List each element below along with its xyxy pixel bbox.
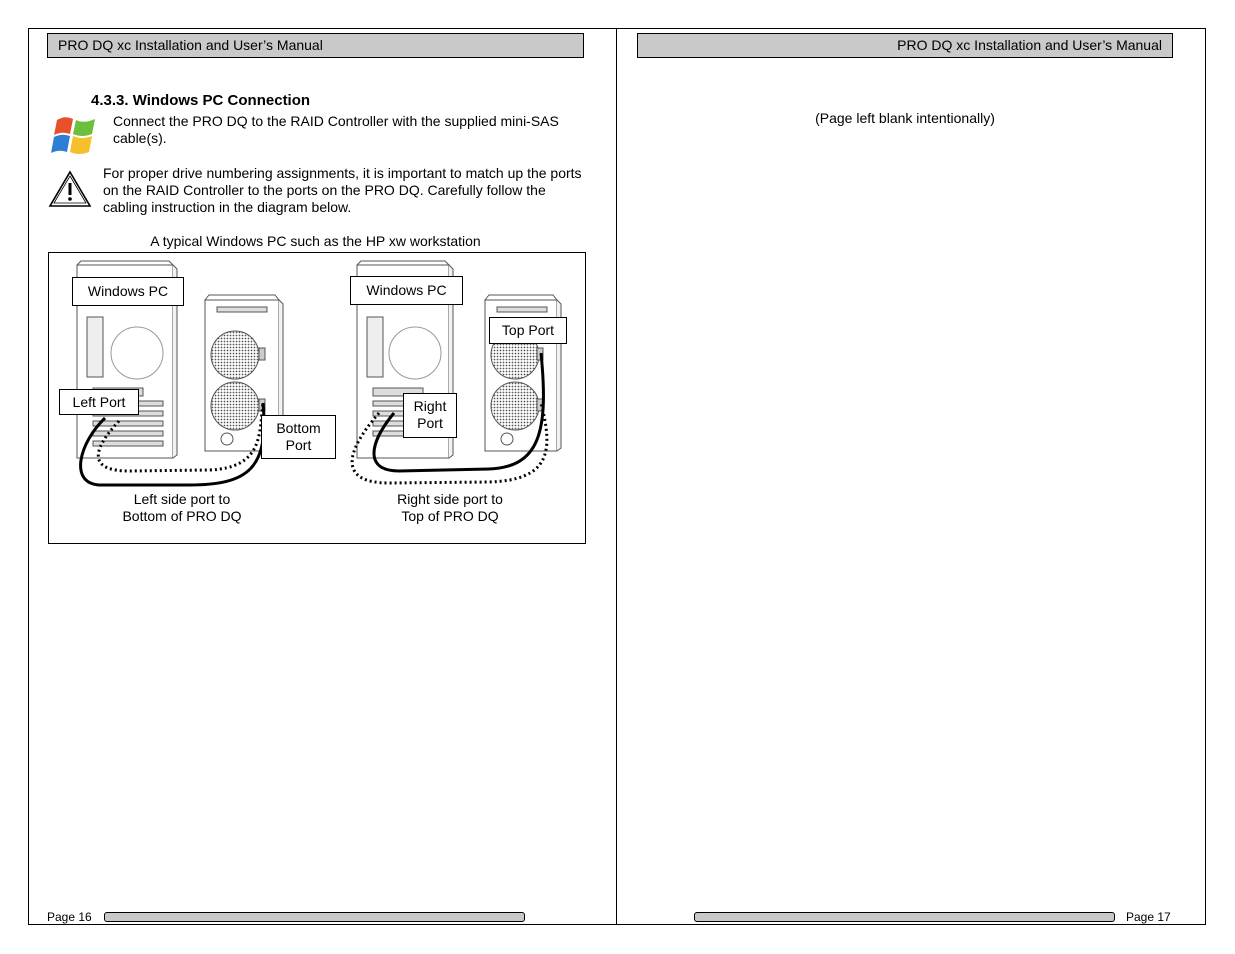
blank-page-note: (Page left blank intentionally): [815, 110, 995, 126]
left-footer-bar: [104, 912, 525, 922]
right-page-number: Page 17: [1126, 910, 1171, 924]
bottom-port-label-line2: Port: [285, 437, 312, 453]
warning-text: For proper drive numbering assignments, it is important to match up the ports on the RAID Controller to the ports on the PRO DQ. Carefully follow the cabling instruction in the diagram below.: [103, 165, 582, 215]
diagram-caption: A typical Windows PC such as the HP xw workstation: [150, 233, 481, 249]
left-page-header: PRO DQ xc Installation and User’s Manual: [47, 33, 584, 58]
left-port-label: Left Port: [59, 389, 139, 415]
connection-instruction: Connect the PRO DQ to the RAID Controller with the supplied mini-SAS cable(s).: [113, 113, 559, 146]
section-title: 4.3.3. Windows PC Connection: [91, 92, 311, 109]
left-windows-pc-label: Windows PC: [72, 277, 184, 306]
right-diagram-caption-line2: Top of PRO DQ: [401, 508, 499, 524]
left-diagram-caption: [107, 491, 257, 525]
right-diagram-caption: [375, 491, 525, 525]
top-port-label: Top Port: [489, 317, 567, 344]
bottom-port-label-line1: Bottom: [276, 420, 321, 436]
right-port-label: [403, 393, 457, 438]
page-divider: [616, 28, 617, 925]
bottom-port-label: [261, 415, 336, 459]
windows-logo-icon: [51, 112, 101, 158]
warning-triangle-icon: [48, 170, 92, 208]
right-windows-pc-label: Windows PC: [350, 276, 463, 305]
left-diagram-caption-line1: Left side port to: [133, 491, 231, 507]
right-port-label-line2: Port: [417, 415, 443, 431]
left-diagram-caption-line2: Bottom of PRO DQ: [122, 508, 242, 524]
right-footer-bar: [694, 912, 1115, 922]
left-page-number: Page 16: [47, 910, 92, 924]
right-port-label-line1: Right: [413, 398, 447, 414]
right-diagram-caption-line1: Right side port to: [397, 491, 503, 507]
right-page-header: PRO DQ xc Installation and User’s Manual: [637, 33, 1173, 58]
cabling-diagram: [48, 252, 586, 544]
